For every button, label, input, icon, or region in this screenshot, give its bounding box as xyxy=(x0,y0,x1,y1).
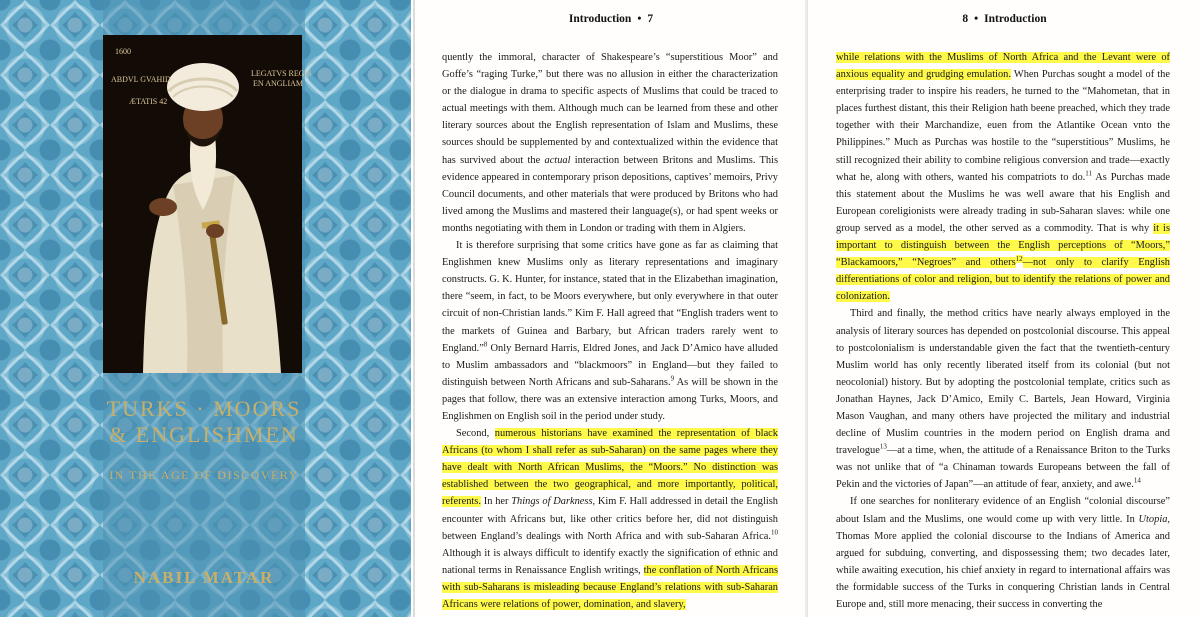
body-text xyxy=(836,49,1170,613)
cover-title-line1: TURKS · MOORS xyxy=(106,396,302,421)
footnote-ref: 11 xyxy=(1085,169,1092,178)
highlight: the conflation of North Africans with sub-Saharans is misleading because England’s relations with sub-Saharan Africans were relations of power, domination, and slavery, xyxy=(442,564,778,610)
footnote-ref: 8 xyxy=(483,340,488,349)
cover-title-line2: & ENGLISHMEN xyxy=(109,422,299,447)
running-head-left xyxy=(415,13,807,25)
paragraph: If one searches for nonliterary evidence of an English “colonial discourse” about Islam and the Muslims, one would come up with very little. In Utopia, Thomas More applied the colonial discourse to the Indians of America and argued for subduing, converting, and dispossessing them; two decades later, while awaiting execution, his chief anxiety in regard to international affairs was the formidable success of the Turks in conquering Christian lands in Central Europe and, still more menacing, their success in converting the xyxy=(836,496,1170,610)
portrait-date: 1600 xyxy=(115,47,131,56)
book-cover xyxy=(0,0,411,617)
highlight: numerous historians have examined the representation of black Africans (to whom I shall refer as sub-Saharan) on the same pages where they have dealt with North African Muslims, the “Moors.” No distinction was established between the two geographical, and more importantly, political, referents. xyxy=(442,428,778,508)
body-text xyxy=(442,49,778,613)
portrait-inscription-right-1: LEGATVS REGIS xyxy=(251,69,312,78)
portrait-age: ÆTATIS 42 xyxy=(129,97,168,106)
paragraph: while relations with the Muslims of North Africa and the Levant were of anxious equality and grudging emulation. When Purchas sought a model of the enterprising trader to inspire his readers, he turned to the “Mahometan, that in places furthest distant, this their Religion hath beene preached, which they trade together with their Marchandize, euen from the Atlantike Ocean vnto the Philippines.” Much as Purchas was hostile to the “superstitious” Muslims, he still recognized their ability to combine religious conversion and trade—exactly what he, along with others, wanted his compatriots to do.$^{11}$ As Purchas made this statement about the Muslims he was well aware that his English and European coreligionists were already trading in sub-Saharan slaves: while one group served as a model, the other served as a commodity. That is why it is important to distinguish between the English perceptions of “Moors,” “Blackamoors,” “Negroes” and others$^{12}$—not only to clarify English differentiations of color and religion, but to identify the relations of power and colonization. xyxy=(836,52,1170,303)
running-head-right xyxy=(808,13,1201,25)
cover-subtitle: IN THE AGE OF DISCOVERY xyxy=(109,468,299,482)
cover-portrait xyxy=(103,35,312,373)
page-right xyxy=(807,0,1201,617)
footnote-ref: 10 xyxy=(771,528,778,537)
paragraph: Third and finally, the method critics have nearly always employed in the analysis of literary sources has depended on postcolonial discourse. This appeal to postcolonialism is understandable given the fact that the twentieth-century Muslim world has only recently liberated itself from its colonial (but not neocolonial) history. But by adopting the postcolonial template, critics such as Jonathan Haynes, Jack D’Amico, Emily C. Bartels, Jean Howard, Virginia Mason Vaughan, and many others have projected the military and industrial decline of Muslim countries in the modern period on English drama and travelogue$^{13}$—at a time, when, the attitude of a Renaissance Briton to the Turks was not unlike that of “a Chinaman towards Europeans between the fall of Pekin and the victories of Japan”—an attitude of fear, anxiety, and awe.$^{14}$ xyxy=(836,308,1170,491)
portrait-inscription-left: ABDVL GVAHID xyxy=(111,75,171,84)
paragraph: It is therefore surprising that some critics have gone as far as claiming that Englishmen knew Muslims only as literary representations and imaginary constructs. G. K. Hunter, for instance, stated that in the Elizabethan imagination, there “seem, in fact, to be Moors everywhere, but only everywhere in that outer circuit of non-Christian lands.” Kim F. Hall agreed that “English traders went to the markets of Guinea and Barbary, but African traders rarely went to England.”$^8$ Only Bernard Harris, Eldred Jones, and Jack D’Amico have alluded to Muslim ambassadors and “blackmoors” in England—but they failed to distinguish between North Africans and sub-Saharans.$^9$ As will be shown in the pages that follow, there was an extensive interaction among Turks, Moors, and Englishmen on English soil in the period under study. xyxy=(442,240,778,422)
highlight: it is important to distinguish between the English perceptions of “Moors,” “Blackamoors,” “Negroes” and others xyxy=(836,222,1170,269)
running-head-title: Introduction xyxy=(568,13,632,25)
footnote-ref: 14 xyxy=(1133,476,1141,485)
paragraph: Second, numerous historians have examined the representation of black Africans (to whom I shall refer as sub-Saharan) on the same pages where they have dealt with North African Muslims, the “Moors.” No distinction was established between the two geographical, and more importantly, political, referents. In her Things of Darkness, Kim F. Hall addressed in detail the English encounter with Africans but, like other critics before her, did not distinguish between England’s dealings with North Africa and with sub-Saharan Africa.$^{10}$ Although it is always difficult to identify exactly the signification of ethnic and national terms in Renaissance English writings, the conflation of North Africans with sub-Saharans is misleading because England’s relations with sub-Saharan Africans were relations of power, domination, and slavery, xyxy=(442,428,778,610)
footnote-ref: 12 xyxy=(1015,254,1023,263)
highlight: while relations with the Muslims of North Africa and the Levant were of anxious equality and grudging emulation. xyxy=(836,52,1170,81)
portrait-inscription-right-2: EN ANGLIAM xyxy=(253,79,303,88)
running-head-separator: • xyxy=(974,13,979,25)
footnote-ref: 13 xyxy=(879,442,887,451)
paragraph: quently the immoral, character of Shakespeare’s “superstitious Moor” and Goffe’s “raging Turke,” but there was no allusion in either the characterization or the dialogue in drama to specific aspects of Muslims that could be traced to actual meetings with them. Although much can be learned from these and other literary sources about the English representation of Islam and Muslims, these sources should be supplemented by and contextualized within the evidence that has survived about the actual interaction between Britons and Muslims. This evidence appeared in contemporary prison depositions, captives’ memoirs, Privy Council documents, and other materials that were produced by Britons who had lived among the Muslims and mastered their language(s), or had spent weeks or months negotiating with them in London or trading with them in Algiers. xyxy=(442,52,778,234)
highlight: —not only to clarify English differentiations of color and religion, but to identify the relations of power and colonization. xyxy=(836,257,1170,303)
page-number: 7 xyxy=(647,13,654,25)
running-head-title: Introduction xyxy=(984,13,1047,25)
cover-author: NABIL MATAR xyxy=(133,568,275,587)
footnote-ref: 9 xyxy=(670,374,675,383)
page-left xyxy=(413,0,807,617)
running-head-separator: • xyxy=(637,13,642,25)
page-number: 8 xyxy=(962,13,969,25)
